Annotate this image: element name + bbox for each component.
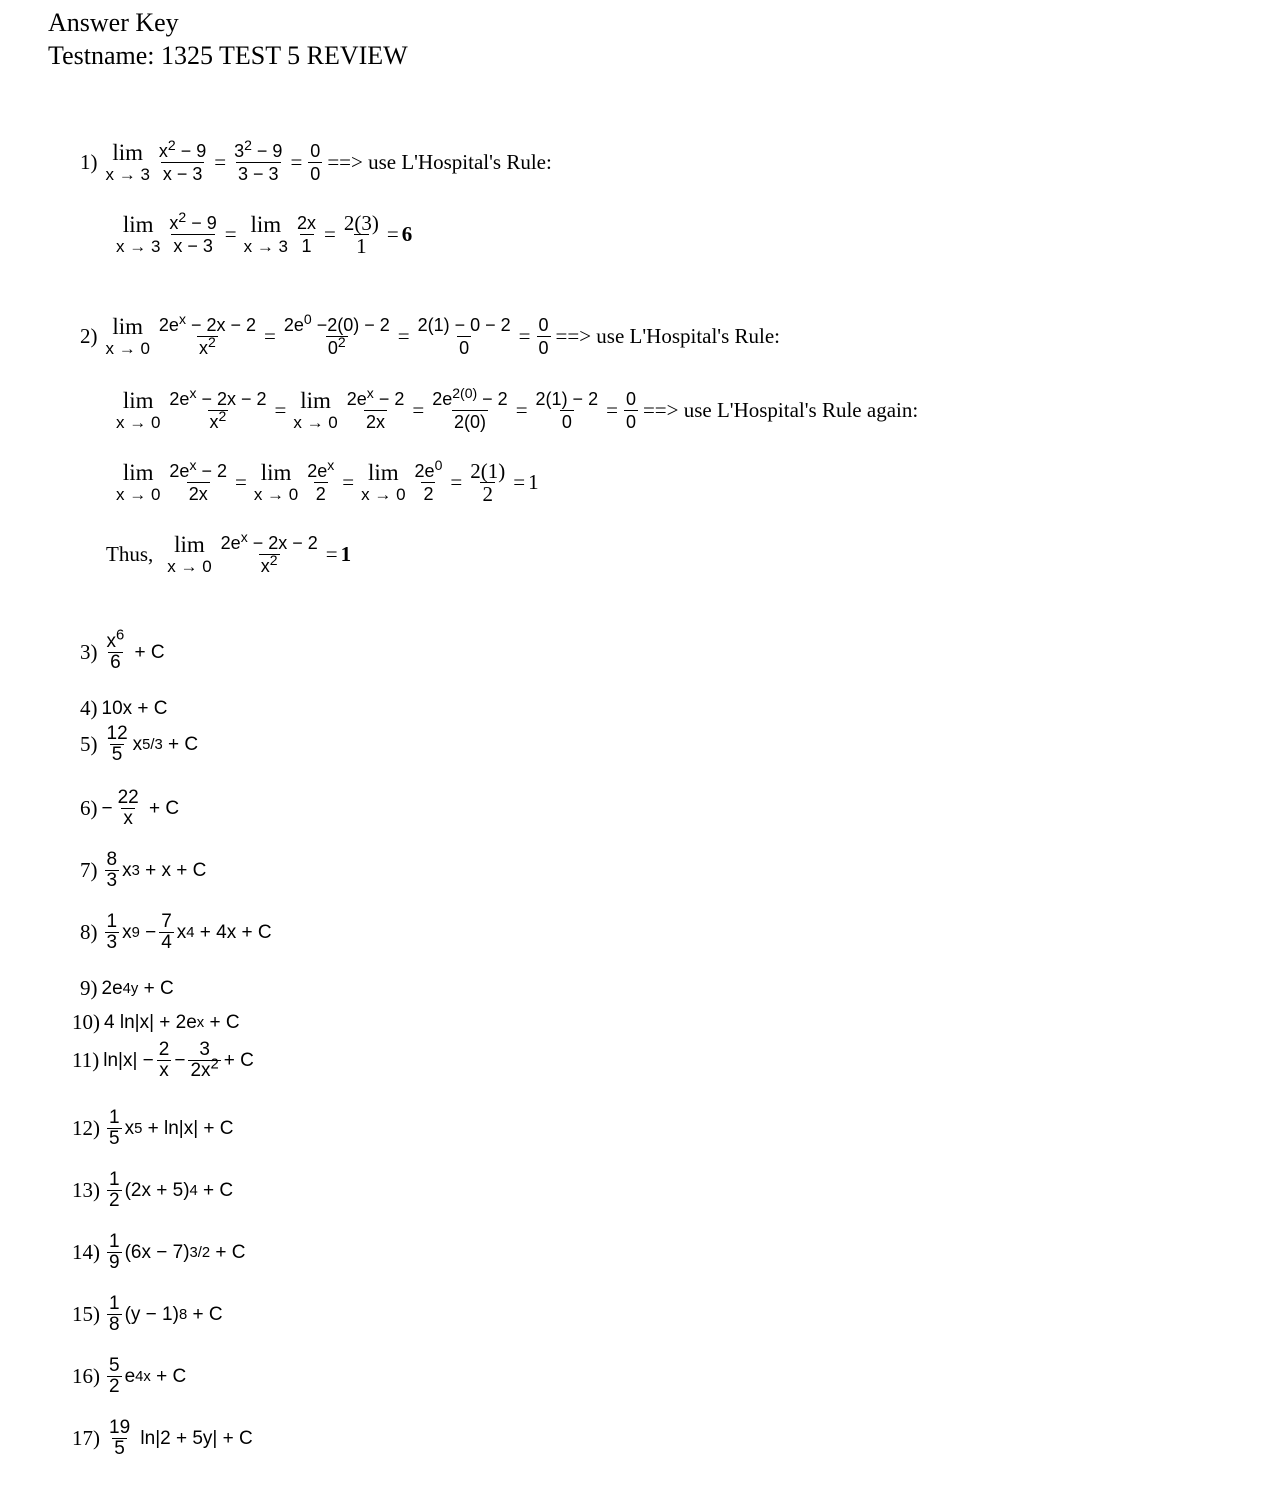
limit-operator: lim x → 0 [116, 387, 161, 432]
fraction: $\frac{0}{0}$ [625, 389, 636, 432]
limit-operator: lim x → 3 [116, 211, 161, 256]
problem-2-line-3: lim x → 0 $\frac{2e^x - 2}{2x}$ = lim x → 0 $\frac{2e^x}{2}$ = lim x → 0 $\frac{2e^0}{2}$ = $\frac{2(1)}{2}$ = 1 [116, 456, 539, 506]
rule-note: ==> use L'Hospital's Rule: [555, 324, 781, 348]
problem-1-line-1: 1) lim x → 3 $\frac{x^2 - 9}{x - 3}$ = $\frac{3^2 - 9}{3 - 3}$ = $\frac{0}{0}$ ==> use L'Hospital's Rule: [80, 136, 552, 184]
problem-1-line-2: lim x → 3 $\frac{x^2 - 9}{x - 3}$ = lim x → 3 $\frac{2x}{1}$ = $\frac{2(3)}{1}$ = 6 [116, 208, 413, 258]
limit-operator: lim x → 0 [253, 459, 299, 504]
answer-4: 4) 10x + C [80, 696, 168, 720]
page-header [48, 6, 408, 72]
answer-3: 3) $\frac{x^6}{6}$ + C [80, 627, 165, 673]
fraction: $\frac{x^2 - 9}{x - 3}$ [158, 136, 207, 184]
problem-2-line-2: lim x → 0 $\frac{2e^x - 2x - 2}{x^2}$ = lim x → 0 $\frac{2e^x - 2}{2x}$ = $\frac{2e^{2(0)} - 2}{2(0)}$ = $\frac{2(1) - 2}{0}$ = $\frac{0}{0}$ ==> use L'Hospital's Rule again: [116, 384, 919, 432]
answer-10: 10) 4 ln|x| + 2e x + C [72, 1010, 240, 1034]
problem-2-line-1: 2) lim x → 0 $\frac{2e^x - 2x - 2}{x^2}$ = $\frac{2e^0 -2(0) - 2}{0^2}$ = $\frac{2(1) - 0 - 2}{0}$ = $\frac{0}{0}$ ==> use L'Hospital's Rule: [80, 310, 781, 358]
testname: Testname: 1325 TEST 5 REVIEW [48, 41, 408, 70]
answer-9: 9) 2e 4y + C [80, 976, 174, 1000]
fraction: $\frac{2x}{1}$ [297, 213, 317, 256]
answer-7: 7) $\frac{8}{3}$ x 3 + x + C [80, 849, 207, 891]
problem-label: 2) [80, 324, 98, 348]
result: 1 [340, 542, 352, 566]
answer-6: 6) − $\frac{22}{x}$ + C [80, 787, 180, 829]
limit-operator: lim x → 0 [167, 531, 212, 576]
fraction: $\frac{0}{0}$ [310, 141, 321, 184]
fraction: $\frac{3^2 - 9}{3 - 3}$ [234, 136, 283, 184]
limit-operator: lim x → 3 [105, 139, 150, 184]
fraction: $\frac{2e^x - 2}{2x}$ [169, 456, 227, 504]
fraction: $\frac{2(1) - 2}{0}$ [535, 389, 599, 432]
answer-key-title: Answer Key [48, 8, 179, 37]
fraction: $\frac{x^2 - 9}{x - 3}$ [169, 208, 217, 256]
thus-label: Thus, [106, 542, 154, 566]
answer-12: 12) $\frac{1}{5}$ x 5 + ln|x| + C [72, 1107, 234, 1149]
fraction: $\frac{2e^0}{2}$ [414, 456, 443, 504]
fraction: $\frac{2e^x - 2}{2x}$ [346, 384, 405, 432]
answer-13: 13) $\frac{1}{2}$ (2x + 5) 4 + C [72, 1169, 234, 1211]
fraction: $\frac{2e^x}{2}$ [307, 456, 335, 504]
result: 6 [401, 222, 413, 246]
answer-16: 16) $\frac{5}{2}$ e 4x + C [72, 1355, 187, 1397]
fraction: $\frac{2e^x - 2x - 2}{x^2}$ [220, 528, 318, 576]
answer-14: 14) $\frac{1}{9}$ (6x − 7) 3/2 + C [72, 1231, 246, 1273]
limit-operator: lim x → 0 [105, 313, 150, 358]
fraction: $\frac{2(1) - 0 - 2}{0}$ [417, 315, 511, 358]
rule-note: ==> use L'Hospital's Rule: [327, 150, 552, 174]
result: 1 [528, 470, 539, 494]
fraction: $\frac{2(1)}{2}$ [470, 459, 506, 506]
limit-operator: lim x → 0 [361, 459, 406, 504]
answer-5: 5) $\frac{12}{5}$ x 5/3 + C [80, 723, 199, 765]
problem-label: 1) [80, 150, 98, 174]
fraction: $\frac{2e^0 -2(0) - 2}{0^2}$ [283, 310, 390, 358]
fraction: $\frac{2e^x - 2x - 2}{x^2}$ [158, 310, 257, 358]
fraction: $\frac{2e^{2(0)} - 2}{2(0)}$ [432, 384, 508, 432]
limit-operator: lim x → 3 [243, 211, 288, 256]
rule-note: ==> use L'Hospital's Rule again: [642, 398, 919, 422]
answer-15: 15) $\frac{1}{8}$ (y − 1) 8 + C [72, 1293, 223, 1335]
answer-17: 17) $\frac{19}{5}$ ln|2 + 5y| + C [72, 1417, 253, 1459]
limit-operator: lim x → 0 [116, 459, 161, 504]
limit-operator: lim x → 0 [293, 387, 338, 432]
fraction: $\frac{2e^x - 2x - 2}{x^2}$ [169, 384, 267, 432]
answer-11: 11) ln|x| − $\frac{2}{x}$ − $\frac{3}{2x^2}$ + C [72, 1039, 254, 1081]
problem-2-conclusion: Thus, lim x → 0 $\frac{2e^x - 2x - 2}{x^2}$ = 1 [106, 528, 352, 576]
fraction: $\frac{2(3)}{1}$ [343, 211, 379, 258]
answer-8: 8) $\frac{1}{3}$ x 9 − $\frac{7}{4}$ x 4 + 4x + C [80, 911, 272, 953]
fraction: $\frac{0}{0}$ [538, 315, 549, 358]
